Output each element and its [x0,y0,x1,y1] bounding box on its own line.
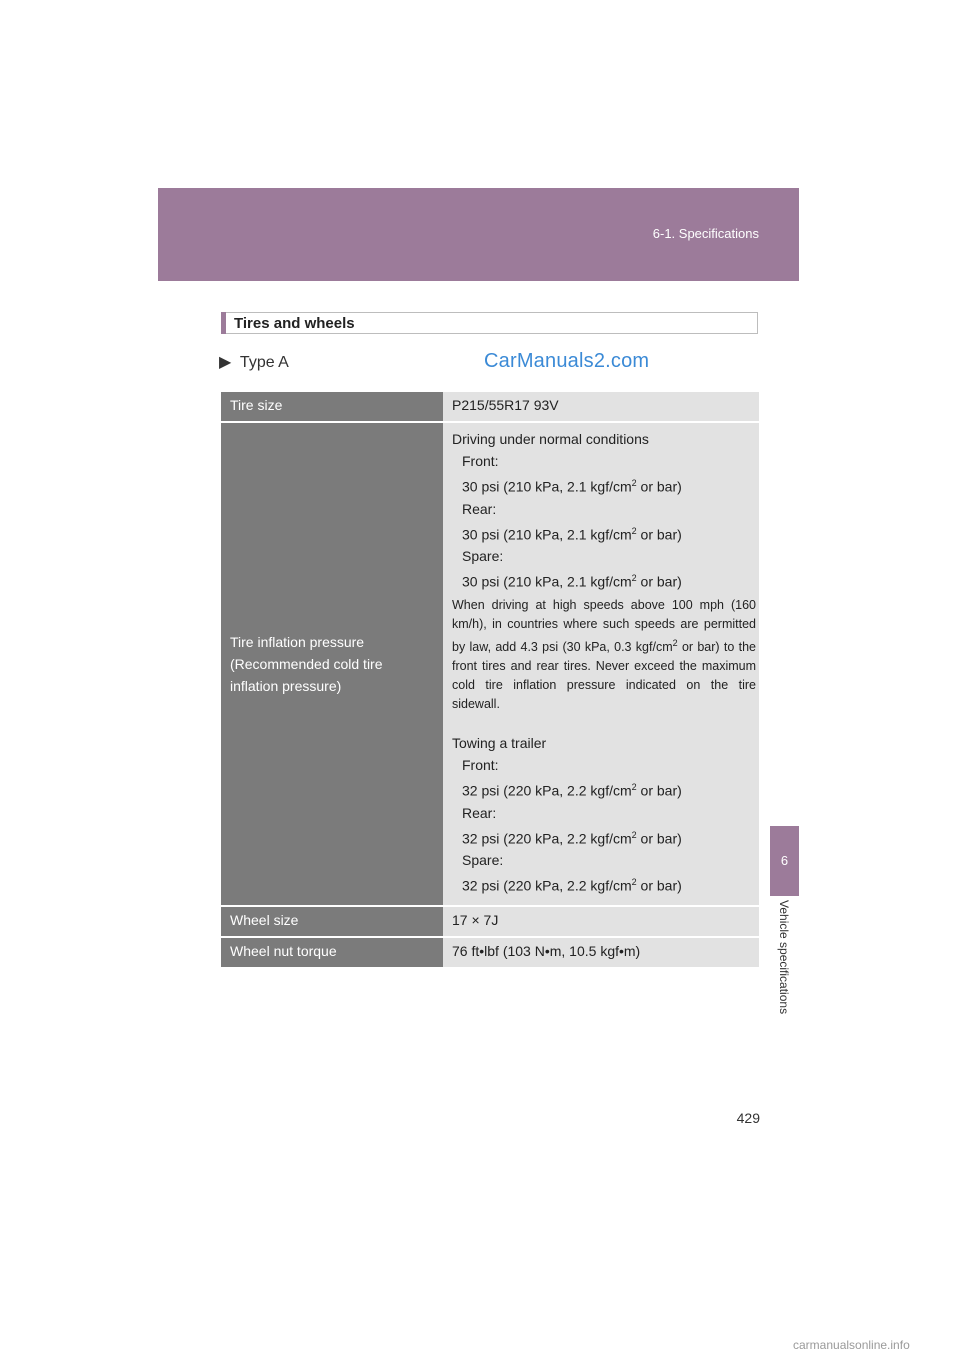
row-value: P215/55R17 93V [443,392,759,421]
footer-watermark[interactable]: carmanualsonline.info [793,1338,910,1352]
table-row [221,423,759,907]
towing-heading: Towing a trailer [452,735,547,752]
section-title [221,312,758,334]
table-row [221,392,759,423]
row-value: 17 × 7J [443,907,759,936]
normal-spare-value: 30 psi (210 kPa, 2.1 kgf/$cm^2$ or bar) [462,573,682,590]
chapter-label-wrap [772,900,796,1050]
row-label: Tire inflation pressure (Recommended cold tire inflation pressure) [221,423,443,905]
type-label-text: Type A [239,354,289,371]
towing-front-label: Front: [462,757,499,774]
normal-rear-label: Rear: [462,500,497,517]
table-row [221,938,759,969]
page-number: 429 [736,1110,760,1126]
chapter-tab[interactable]: 6 [770,826,799,896]
normal-rear-value: 30 psi (210 kPa, 2.1 kgf/$cm^2$ or bar) [462,525,682,543]
row-value-inflation [443,423,759,905]
towing-front-value: 32 psi (220 kPa, 2.2 kgf/$cm^2$ or bar) [462,782,682,799]
high-speed-note: When driving at high speeds above 100 mph (160 km/h), in countries where such speeds are permitted by law, add 4.3 psi (30 kPa, 0.3 kgf/$cm^2$ or bar) to the front tires and rear tires. Never exceed the maximum cold tire inflation pressure indicated on the tire sidewall. [452,597,756,712]
row-value: 76 ft•lbf (103 N•m, 10.5 kgf•m) [443,938,759,967]
normal-heading: Driving under normal conditions [452,431,649,447]
towing-spare-value: 32 psi (220 kPa, 2.2 kgf/$cm^2$ or bar) [462,877,682,895]
towing-rear-label: Rear: [462,804,497,821]
towing-rear-value: 32 psi (220 kPa, 2.2 kgf/$cm^2$ or bar) [462,829,682,847]
chapter-label: Vehicle specifications [777,900,791,1015]
title-accent-bar [221,312,226,334]
normal-spare-label: Spare: [462,548,504,565]
section-header: 6-1. Specifications [652,226,759,241]
triangle-bullet-icon: ▶ [219,354,232,371]
spec-table [221,392,759,969]
towing-spare-label: Spare: [462,852,504,869]
normal-front-value: 30 psi (210 kPa, 2.1 kgf/$cm^2$ or bar) [462,478,682,495]
row-label: Wheel nut torque [221,938,443,967]
section-title-text: Tires and wheels [234,314,355,332]
row-label: Wheel size [221,907,443,936]
row-label: Tire size [221,392,443,421]
type-label [219,352,289,372]
spacer [452,714,756,732]
normal-front-label: Front: [462,453,499,469]
watermark-top[interactable]: CarManuals2.com [484,350,650,372]
header-band [158,188,799,281]
table-row [221,907,759,938]
